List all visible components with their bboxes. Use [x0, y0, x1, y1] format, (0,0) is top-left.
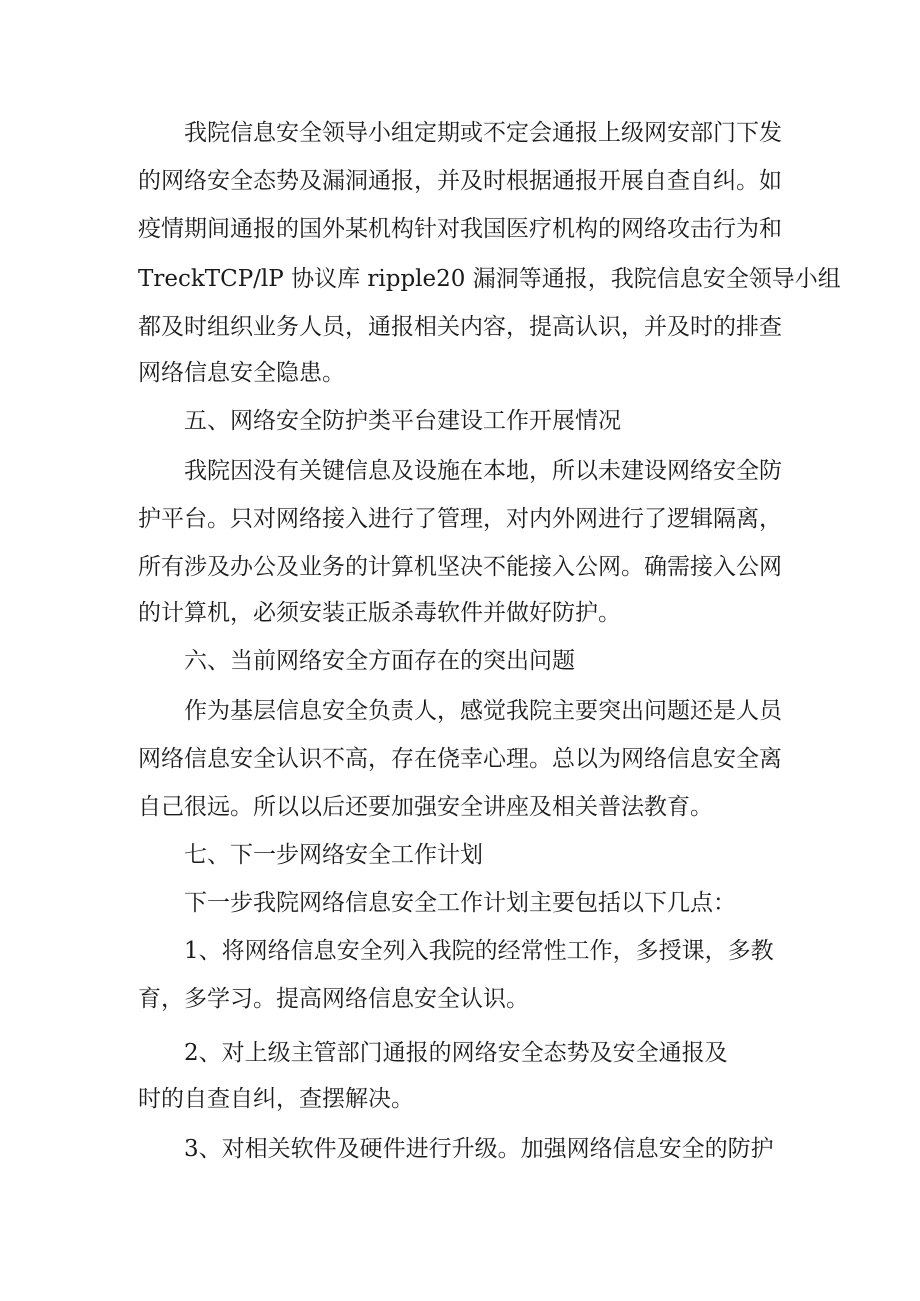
paragraph-1-line-6: 网络信息安全隐患。 [138, 360, 345, 386]
paragraph-1-line-4: TreckTCP/lP 协议库 ripple20 漏洞等通报，我院信息安全领导小组 [138, 266, 841, 292]
plan-item-1-line-2: 育，多学习。提高网络信息安全认识。 [138, 986, 529, 1012]
paragraph-1-line-3: 疫情期间通报的国外某机构针对我国医疗机构的网络攻击行为和 [138, 216, 782, 242]
plan-intro: 下一步我院网络信息安全工作计划主要包括以下几点： [184, 890, 736, 916]
plan-item-3-line-1: 3、对相关软件及硬件进行升级。加强网络信息安全的防护 [184, 1136, 774, 1162]
paragraph-3-line-1: 作为基层信息安全负责人，感觉我院主要突出问题还是人员 [184, 698, 782, 724]
paragraph-1-line-2: 的网络安全态势及漏洞通报，并及时根据通报开展自查自纠。如 [138, 168, 782, 194]
paragraph-2-line-2: 护平台。只对网络接入进行了管理，对内外网进行了逻辑隔离， [138, 506, 782, 532]
paragraph-1-line-1: 我院信息安全领导小组定期或不定会通报上级网安部门下发 [184, 120, 782, 146]
plan-item-1-line-1: 1、将网络信息安全列入我院的经常性工作，多授课，多教 [184, 938, 774, 964]
paragraph-3-line-3: 自己很远。所以以后还要加强安全讲座及相关普法教育。 [138, 794, 713, 820]
section-heading-6: 六、当前网络安全方面存在的突出问题 [184, 648, 575, 674]
section-heading-7: 七、下一步网络安全工作计划 [184, 842, 483, 868]
paragraph-2-line-4: 的计算机，必须安装正版杀毒软件并做好防护。 [138, 600, 621, 626]
section-heading-5: 五、网络安全防护类平台建设工作开展情况 [184, 408, 621, 434]
paragraph-3-line-2: 网络信息安全认识不高，存在侥幸心理。总以为网络信息安全离 [138, 746, 782, 772]
paragraph-1-line-5: 都及时组织业务人员，通报相关内容，提高认识，并及时的排查 [138, 314, 782, 340]
plan-item-2-line-1: 2、对上级主管部门通报的网络安全态势及安全通报及 [184, 1040, 728, 1066]
paragraph-2-line-1: 我院因没有关键信息及设施在本地，所以未建设网络安全防 [184, 458, 782, 484]
plan-item-2-line-2: 时的自查自纠，查摆解决。 [138, 1086, 414, 1112]
paragraph-2-line-3: 所有涉及办公及业务的计算机坚决不能接入公网。确需接入公网 [138, 554, 782, 580]
